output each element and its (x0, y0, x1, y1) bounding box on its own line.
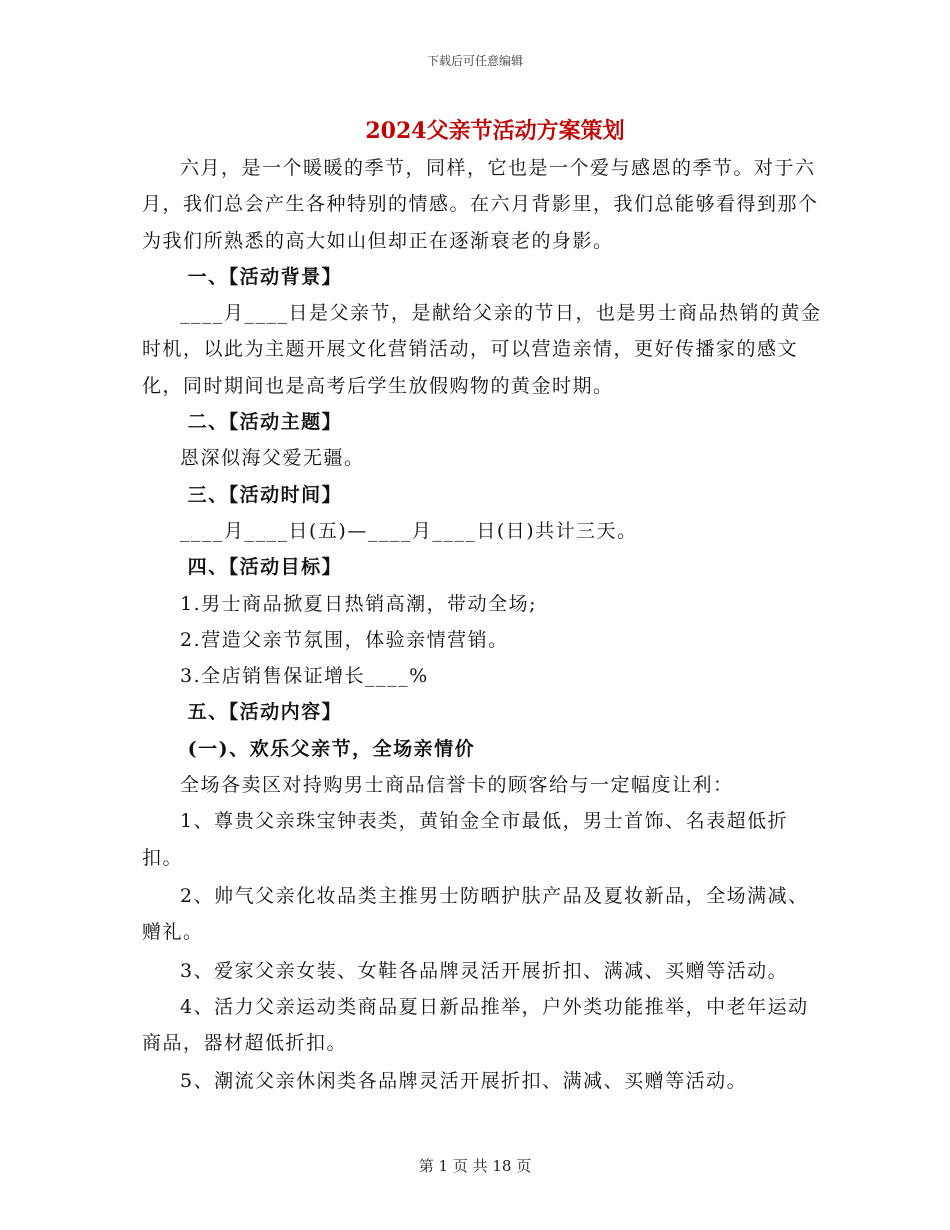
paragraph-intro: 六月，是一个暖暖的季节，同样，它也是一个爱与感恩的季节。对于六月，我们总会产生各种特别的情感。在六月背影里，我们总能够看得到那个为我们所熟悉的高大如山但却正在逐渐衰老的身影。 (142, 157, 819, 252)
document-body (142, 150, 822, 1100)
goal-item-1: 1.男士商品掀夏日热销高潮，带动全场; (180, 592, 538, 615)
heading-time: 三、【活动时间】 (187, 483, 343, 506)
paragraph-time: ____月____日(五)—____月____日(日)共计三天。 (180, 519, 638, 542)
subheading-content-1: (一)、欢乐父亲节，全场亲情价 (187, 737, 476, 760)
paragraph-content-intro: 全场各卖区对持购男士商品信誉卡的顾客给与一定幅度让利： (180, 774, 734, 797)
heading-theme: 二、【活动主题】 (187, 411, 343, 434)
document-title: 2024父亲节活动方案策划 (365, 118, 625, 144)
page-number: 第 1 页 共 18 页 (418, 1157, 532, 1175)
content-item-5: 5、潮流父亲休闲类各品牌灵活开展折扣、满减、买赠等活动。 (180, 1070, 748, 1093)
content-item-1: 1、尊贵父亲珠宝钟表类，黄铂金全市最低，男士首饰、名表超低折扣。 (142, 810, 789, 869)
content-item-4: 4、活力父亲运动类商品夏日新品推举，户外类功能推举，中老年运动商品，器材超低折扣。 (142, 995, 809, 1055)
paragraph-theme: 恩深似海父爱无疆。 (180, 447, 365, 470)
content-item-3: 3、爱家父亲女装、女鞋各品牌灵活开展折扣、满减、买赠等活动。 (180, 959, 789, 982)
content-item-2: 2、帅气父亲化妆品类主推男士防晒护肤产品及夏妆新品，全场满减、赠礼。 (142, 884, 809, 944)
heading-goals: 四、【活动目标】 (187, 556, 343, 579)
goal-item-3: 3.全店销售保证增长____% (180, 665, 429, 688)
heading-content: 五、【活动内容】 (187, 701, 343, 724)
goal-item-2: 2.营造父亲节氛围，体验亲情营销。 (180, 628, 509, 651)
page-header-note: 下载后可任意编辑 (426, 54, 523, 68)
paragraph-background: ____月____日是父亲节，是献给父亲的节日，也是男士商品热销的黄金时机，以此为主题开展文化营销活动，可以营造亲情，更好传播家的感文化，同时期间也是高考后学生放假购物的黄金时期。 (142, 302, 822, 397)
heading-background: 一、【活动背景】 (187, 265, 343, 288)
